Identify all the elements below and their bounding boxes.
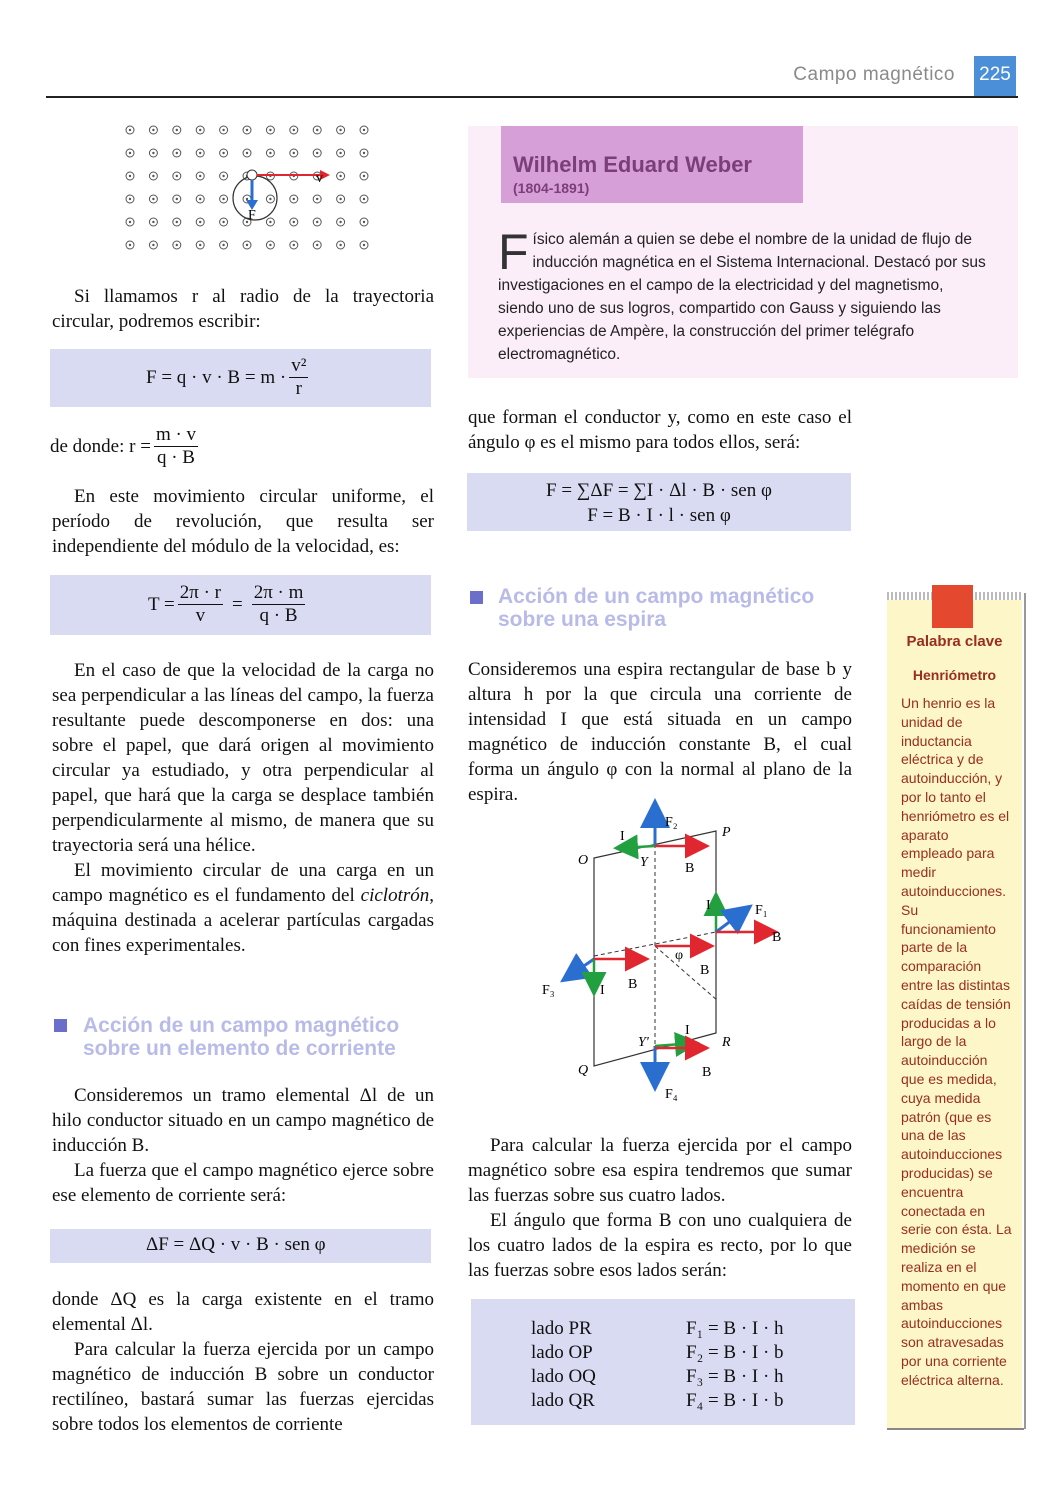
field-dot-center — [152, 175, 154, 177]
label-f1: F₁ — [755, 903, 768, 918]
field-dot-center — [269, 129, 271, 131]
formula-radius-num: m · v — [155, 424, 197, 445]
field-dot-center — [129, 152, 131, 154]
field-dot-center — [176, 175, 178, 177]
section-marker — [54, 1019, 67, 1032]
label-b-bottom: B — [702, 1065, 712, 1080]
table-cell-force: F₁ = B · I · h — [686, 1318, 784, 1339]
field-dot-center — [269, 244, 271, 246]
formula-period-num2: 2π · m — [253, 582, 304, 603]
table-cell-force: F₂ = B · I · b — [686, 1342, 784, 1363]
label-y-prime: Y' — [638, 1035, 649, 1050]
label-i-left: I — [600, 983, 605, 998]
formula-radius-den: q · B — [156, 447, 195, 468]
field-dot-center — [129, 221, 131, 223]
field-dot-center — [316, 129, 318, 131]
field-dot-center — [293, 129, 295, 131]
field-dot-center — [293, 221, 295, 223]
biography-text: Físico alemán a quien se debe el nombre de la unidad de flujo de inducción magnética en el Sistema Internacional. Destacó por sus investigaciones en el campo de la electricidad y del magnetismo, siendo uno de sus logros, compartido con Gauss y siguiendo las experiencias de Ampère, la construcción del primer telégrafo electromagnético. — [498, 224, 986, 363]
dropcap: F — [498, 224, 529, 280]
sidebar-edge — [1024, 593, 1026, 1429]
table-cell-force: F₃ = B · I · h — [686, 1366, 784, 1387]
label-r: R — [722, 1035, 731, 1050]
label-b-mid: B — [700, 963, 710, 978]
field-dot-center — [246, 198, 248, 200]
field-dot-center — [339, 129, 341, 131]
field-dot-center — [339, 198, 341, 200]
field-dot-center — [199, 129, 201, 131]
biography-dates: (1804-1891) — [513, 180, 590, 196]
label-b-top: B — [685, 861, 695, 876]
forces-table — [471, 1299, 855, 1425]
field-dot-center — [269, 198, 271, 200]
paragraph-conductor: que forman el conductor y, como en este caso el ángulo φ es el mismo para todos ellos, será: — [468, 407, 852, 453]
sidebar-keyword-label: Palabra clave — [906, 633, 1003, 650]
field-dot-center — [316, 198, 318, 200]
paragraph-loop: Consideremos una espira rectangular de base b y altura h por la que circula una corriente de intensidad I que está situada en un campo magnético de inducción constante B, el cual forma un ángulo φ con la normal al plano de la espira. — [468, 659, 852, 805]
field-dot-center — [339, 244, 341, 246]
formula-sum-2: F = B · I · l · sen φ — [587, 505, 731, 526]
field-dot-center — [316, 244, 318, 246]
table-cell-side: lado OP — [531, 1342, 593, 1363]
label-f2: F₂ — [665, 815, 678, 830]
field-dot-center — [129, 175, 131, 177]
field-dot-center — [176, 198, 178, 200]
formula-period-den2: q · B — [259, 605, 298, 626]
field-dot-center — [129, 244, 131, 246]
paragraph-helix: En el caso de que la velocidad de la carga no sea perpendicular a las líneas del campo, la fuerza resultante puede descomponerse en dos: una sobre el papel, que dará origen al movimiento circular ya estudiado, y otra perpendicular al papel, que hará que la carga se desplace también perpendicularmente al mismo, de manera que su trayectoria será una hélice. El movimiento circular de una carga en un campo magnético es el fundamento del ciclotrón, máquina destinada a acelerar partículas cargadas con fines experimentales. — [52, 660, 434, 956]
field-dot-center — [222, 244, 224, 246]
table-cell-side: lado PR — [531, 1318, 592, 1339]
label-phi: φ — [675, 948, 684, 963]
formula-period-lhs: T = — [148, 593, 175, 615]
formula-period-eq: = — [231, 593, 243, 615]
sidebar-red-tab — [932, 585, 973, 628]
section-title-loop: Acción de un campo magnético sobre una espira — [498, 585, 815, 631]
field-dot-center — [129, 198, 131, 200]
formula-radius — [50, 424, 201, 469]
biography-name: Wilhelm Eduard Weber — [513, 152, 752, 177]
field-dot-center — [176, 152, 178, 154]
formula-force-lhs: F = q · v · B = m · — [146, 366, 287, 388]
label-f4: F₄ — [665, 1087, 678, 1102]
field-dot-center — [176, 221, 178, 223]
field-dot-center — [293, 244, 295, 246]
formula-element-box — [50, 1229, 431, 1263]
field-dot-center — [246, 129, 248, 131]
label-i-right: I — [706, 898, 711, 913]
formula-force-box — [50, 349, 431, 407]
field-dot-center — [363, 152, 365, 154]
page-number: 225 — [974, 56, 1016, 96]
field-dot-center — [269, 221, 271, 223]
label-p: P — [722, 825, 731, 840]
header-rule — [46, 96, 1018, 98]
field-dot-center — [293, 152, 295, 154]
field-dot-center — [199, 198, 201, 200]
formula-sum-1: F = ∑ΔF = ∑I · Δl · B · sen φ — [546, 480, 772, 501]
paragraph-calc: Para calcular la fuerza ejercida por el campo magnético sobre esa espira tendremos que sumar las fuerzas sobre sus cuatro lados. El ángulo que forma B con uno cualquiera de los cuatro lados de la espira es recto, por lo que las fuerzas sobre esos lados serán: — [468, 1135, 852, 1281]
field-dot-center — [363, 221, 365, 223]
field-dot-center — [339, 221, 341, 223]
label-q: Q — [578, 1063, 589, 1078]
charge-field-figure — [120, 118, 380, 258]
field-dot-center — [246, 244, 248, 246]
sidebar-term: Henriómetro — [912, 667, 997, 683]
field-dot-center — [199, 175, 201, 177]
field-dot-center — [199, 244, 201, 246]
charge — [247, 170, 257, 180]
field-dot-center — [363, 175, 365, 177]
label-f3: F₃ — [542, 983, 555, 998]
paragraph-period: En este movimiento circular uniforme, el período de revolución, que resulta ser independiente del módulo de la velocidad, es: — [52, 486, 434, 557]
formula-sum-box — [467, 473, 851, 531]
label-i-top: I — [620, 829, 625, 844]
field-dot-center — [363, 198, 365, 200]
field-dot-center — [129, 129, 131, 131]
f-label: F — [248, 208, 256, 223]
field-dot-center — [222, 175, 224, 177]
paragraph-cyclotron: El movimiento circular de una carga en un campo magnético es el fundamento del ciclotrón, máquina destinada a acelerar partículas cargadas con fines experimentales. — [52, 860, 434, 956]
field-dot-center — [176, 244, 178, 246]
section-title-element: Acción de un campo magnético sobre un elemento de corriente — [83, 1014, 400, 1060]
field-dot-center — [199, 152, 201, 154]
paragraph-dq: donde ΔQ es la carga existente en el tramo elemental Δl. Para calcular la fuerza ejercida por un campo magnético de inducción B sobre un conductor rectilíneo, bastará sumar las fuerzas ejercidas sobre todos los elementos de corriente — [52, 1289, 434, 1435]
formula-force-den: r — [295, 378, 302, 399]
table-cell-side: lado OQ — [531, 1366, 596, 1387]
field-dot-center — [293, 198, 295, 200]
label-b-right: B — [772, 930, 782, 945]
field-dot-center — [222, 198, 224, 200]
formula-element: ΔF = ΔQ · v · B · sen φ — [146, 1234, 326, 1255]
field-dot-center — [222, 129, 224, 131]
f1-arrow — [716, 908, 748, 932]
field-dot-center — [339, 175, 341, 177]
formula-period-den1: v — [195, 605, 206, 626]
field-dot-center — [152, 152, 154, 154]
formula-force-num: v² — [291, 355, 307, 376]
loop-figure — [530, 796, 810, 1106]
field-dot-center — [152, 129, 154, 131]
label-o: O — [578, 853, 589, 868]
field-dot-center — [152, 244, 154, 246]
table-row — [531, 1317, 784, 1341]
formula-period-num1: 2π · r — [179, 582, 221, 603]
field-dot-center — [152, 221, 154, 223]
label-b-left: B — [628, 977, 638, 992]
table-cell-force: F₄ = B · I · b — [686, 1390, 784, 1411]
f3-arrow — [565, 959, 594, 979]
field-dot-center — [316, 152, 318, 154]
sidebar-bottom-line — [887, 1428, 1024, 1430]
field-dot-center — [222, 152, 224, 154]
field-dot-center — [339, 152, 341, 154]
paragraph-radius: Si llamamos r al radio de la trayectoria circular, podremos escribir: — [52, 286, 434, 332]
label-i-bottom: I — [685, 1023, 690, 1038]
field-dot-center — [176, 129, 178, 131]
label-y: Y — [640, 855, 648, 870]
table-row — [531, 1365, 784, 1389]
table-cell-side: lado QR — [531, 1390, 595, 1411]
sidebar-text: Un henrio es la unidad de inductancia eléctrica y de autoinducción, y por lo tanto el henriómetro es el aparato empleado para medir autoinducciones. Su funcionamiento parte de la comparación entre las distintas caídas de tensión producidas a lo largo de la autoinducción que es medida, cuya medida patrón (que es una de las autoinducciones producidas) se encuentra conectada en serie con ésta. La medición se realiza en el momento en que ambas autoinducciones son atravesadas por una corriente eléctrica alterna. — [901, 695, 1012, 1388]
formula-radius-lhs: de donde: r = — [50, 435, 151, 457]
field-dot-center — [316, 221, 318, 223]
paragraph-element: Consideremos un tramo elemental Δl de un hilo conductor situado en un campo magnético de inducción B. La fuerza que el campo magnético ejerce sobre ese elemento de corriente será: — [52, 1085, 434, 1206]
field-dot-center — [199, 221, 201, 223]
field-dot-center — [222, 221, 224, 223]
table-row — [531, 1389, 784, 1413]
field-dots — [126, 126, 368, 249]
v-label: v — [316, 171, 323, 186]
field-dot-center — [363, 244, 365, 246]
section-marker-2 — [470, 591, 483, 604]
formula-period-box — [50, 575, 431, 635]
running-header: Campo magnético — [793, 64, 955, 85]
field-dot-center — [152, 198, 154, 200]
table-row — [531, 1341, 784, 1365]
field-dot-center — [246, 152, 248, 154]
field-dot-center — [363, 129, 365, 131]
field-dot-center — [269, 152, 271, 154]
